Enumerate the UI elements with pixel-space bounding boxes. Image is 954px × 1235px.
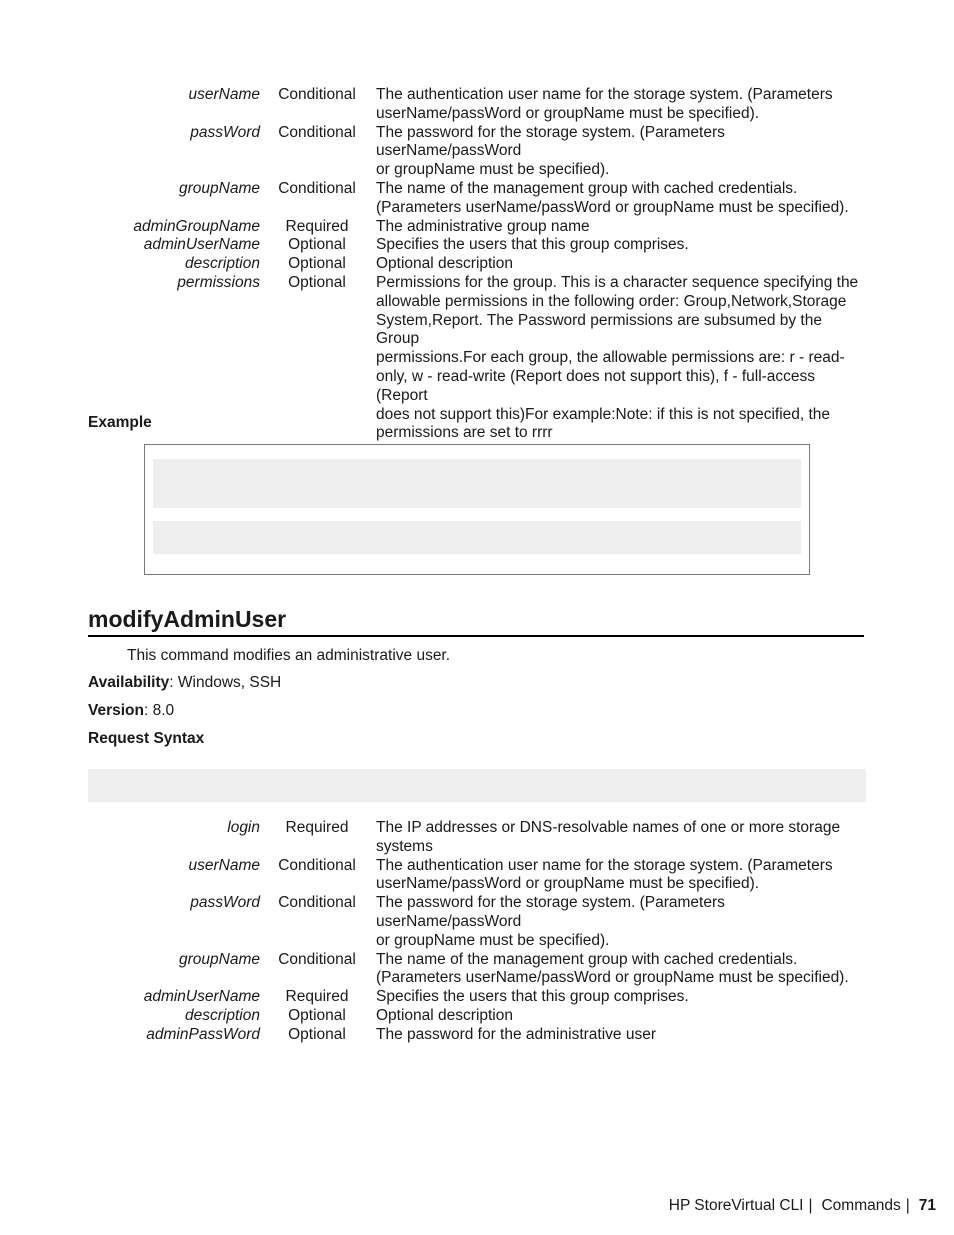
param-description: The IP addresses or DNS-resolvable names of one or more storage systems	[376, 819, 841, 855]
param-row	[0, 236, 954, 255]
footer-chapter: Commands	[821, 1197, 901, 1214]
param-row	[0, 857, 954, 895]
param-row	[0, 951, 954, 989]
param-row	[0, 218, 954, 237]
param-requirement: Required	[285, 819, 349, 836]
param-description: Specifies the users that this group comprises.	[376, 236, 689, 254]
param-row	[0, 1026, 954, 1045]
param-row	[0, 255, 954, 274]
param-name: permissions	[177, 273, 260, 291]
param-name: description	[185, 255, 260, 273]
param-description: The password for the storage system. (Parameters userName/passWord or groupName must be specified).	[376, 123, 725, 179]
param-description: The authentication user name for the storage system. (Parameters userName/passWord or groupName must be specified).	[376, 86, 833, 122]
param-requirement: Conditional	[278, 86, 356, 103]
param-requirement: Conditional	[278, 950, 356, 968]
param-name: adminGroupName	[133, 217, 260, 235]
request-syntax-heading: Request Syntax	[88, 730, 205, 747]
example-code-line	[153, 459, 801, 508]
param-description: The name of the management group with cached credentials. (Parameters userName/passWord or groupName must be specified).	[376, 179, 849, 216]
param-table-bottom	[0, 819, 954, 1045]
example-code-line	[153, 521, 801, 554]
param-requirement: Optional	[288, 255, 346, 273]
section-intro: This command modifies an administrative user.	[127, 647, 451, 664]
param-row	[0, 988, 954, 1007]
param-requirement: Conditional	[278, 179, 356, 197]
page-number: 71	[918, 1197, 936, 1214]
param-name: userName	[188, 86, 260, 103]
availability-label: Availability	[88, 674, 170, 691]
version-label: Version	[88, 702, 144, 719]
param-row	[0, 894, 954, 950]
param-description: The password for the administrative user	[376, 1025, 656, 1043]
param-name: passWord	[190, 894, 260, 912]
section-title: modifyAdminUser	[88, 606, 864, 637]
page-footer	[669, 1197, 936, 1215]
param-description: Specifies the users that this group comprises.	[376, 988, 689, 1006]
footer-doc-title: HP StoreVirtual CLI	[668, 1197, 804, 1214]
param-requirement: Conditional	[278, 894, 356, 912]
param-name: adminUserName	[143, 988, 260, 1006]
availability-line	[88, 674, 281, 692]
param-description: The authentication user name for the storage system. (Parameters userName/passWord or groupName must be specified).	[376, 856, 833, 893]
example-heading: Example	[88, 414, 152, 431]
param-name: description	[185, 1006, 260, 1024]
param-requirement: Conditional	[278, 856, 356, 874]
param-description: The name of the management group with cached credentials. (Parameters userName/passWord or groupName must be specified).	[376, 950, 849, 987]
param-row	[0, 86, 954, 124]
param-name: adminPassWord	[146, 1025, 260, 1043]
param-name: userName	[188, 856, 260, 874]
param-row	[0, 124, 954, 180]
param-row	[0, 180, 954, 218]
availability-value: : Windows, SSH	[169, 674, 282, 691]
param-description: Permissions for the group. This is a character sequence specifying the allowable permissions in the following order: Group,Network,Storage System,Report. The Password permissions are subsumed by the Group permissions.For each group, the allowable permissions are: r - read- only, w - read-write (Report does not support this), f - full-access (Report does not support this)For example:Note: if this is not specified, the permissions are set to rrrr	[376, 273, 859, 442]
param-requirement: Optional	[288, 1006, 346, 1024]
param-name: adminUserName	[143, 236, 260, 254]
param-name: login	[227, 819, 260, 836]
footer-separator: |	[905, 1197, 910, 1214]
param-requirement: Conditional	[278, 123, 356, 141]
footer-separator: |	[808, 1197, 813, 1214]
example-code-box	[144, 444, 810, 575]
param-row	[0, 1007, 954, 1026]
param-requirement: Optional	[288, 273, 346, 291]
param-description: Optional description	[376, 1006, 513, 1024]
request-syntax-code-block	[88, 769, 866, 802]
param-row	[0, 819, 954, 857]
version-line	[88, 702, 174, 720]
param-requirement: Required	[285, 217, 349, 235]
param-name: groupName	[179, 179, 260, 197]
param-name: passWord	[190, 123, 260, 141]
version-value: : 8.0	[144, 702, 175, 719]
param-description: Optional description	[376, 255, 513, 273]
param-requirement: Optional	[288, 1025, 346, 1043]
param-name: groupName	[179, 950, 260, 968]
param-requirement: Optional	[288, 236, 346, 254]
param-requirement: Required	[285, 988, 349, 1006]
param-description: The password for the storage system. (Parameters userName/passWord or groupName must be specified).	[376, 894, 725, 949]
param-table-top	[0, 86, 954, 462]
param-description: The administrative group name	[376, 217, 590, 235]
